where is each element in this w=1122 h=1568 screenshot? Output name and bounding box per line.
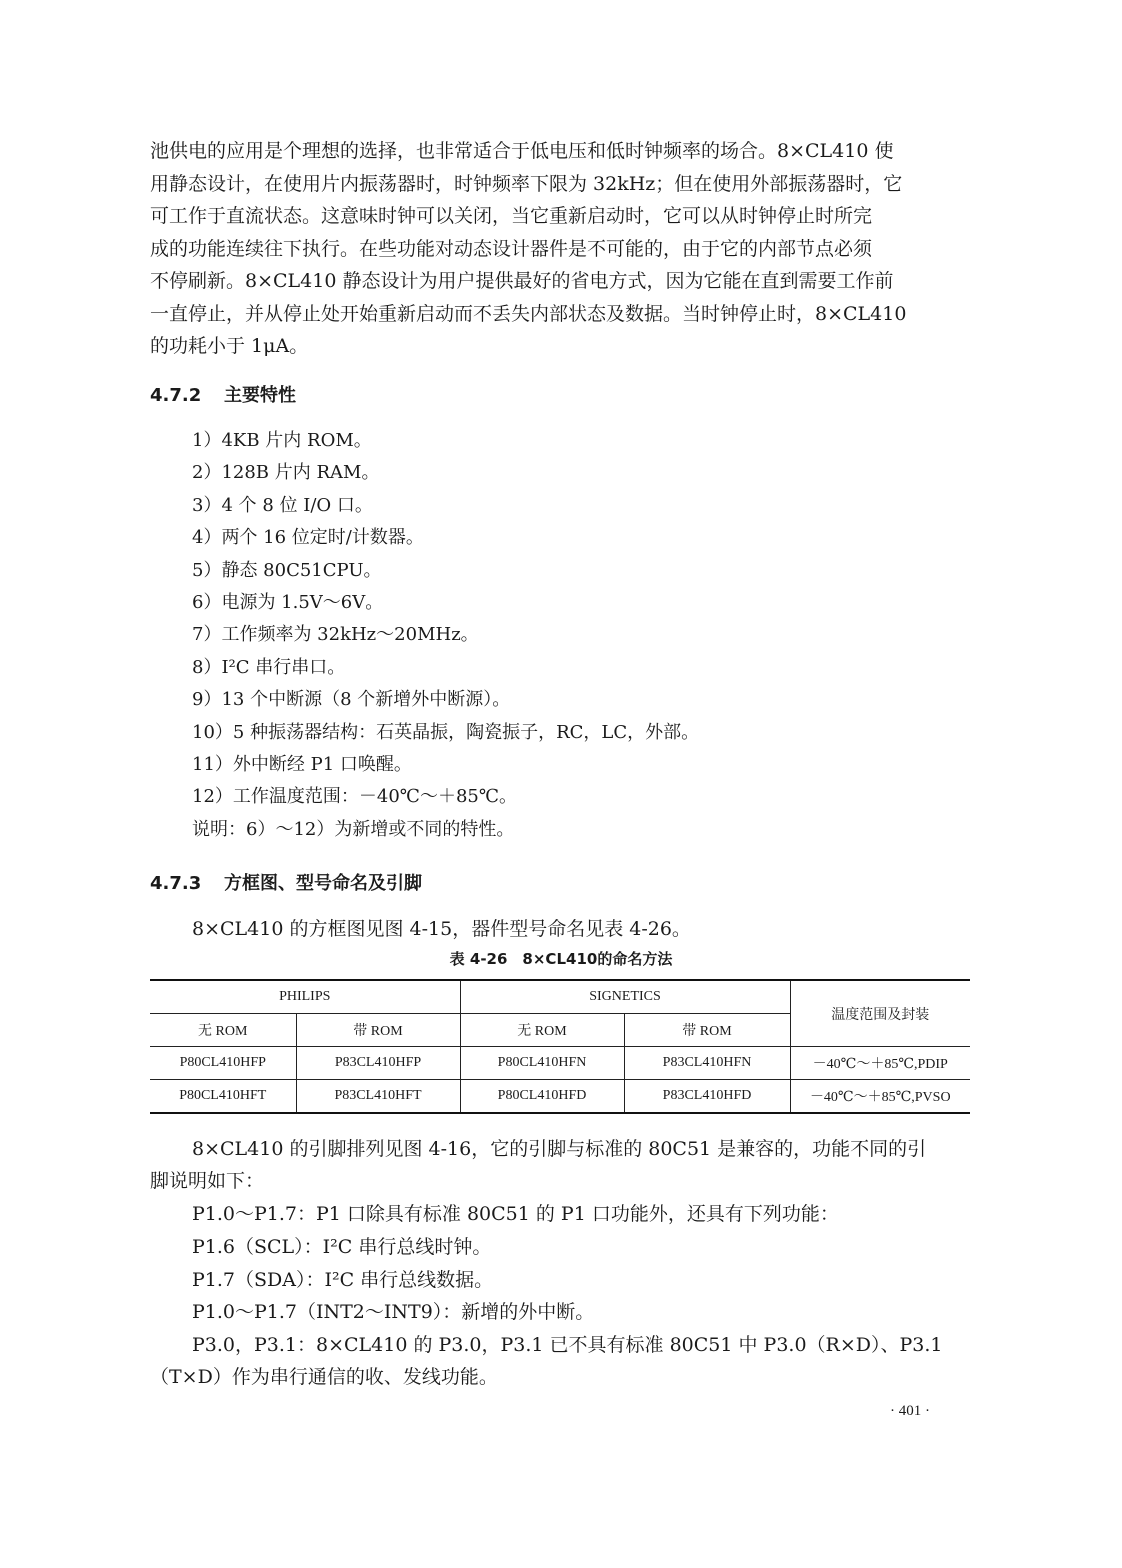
feature-item: 6）电源为 1.5V～6V。 <box>192 591 384 613</box>
feature-item: 11）外中断经 P1 口唤醒。 <box>192 753 412 775</box>
pin-description-line: P1.0～P1.7：P1 口除具有标准 80C51 的 P1 口功能外，还具有下列功能： <box>192 1203 839 1225</box>
section-number: 4.7.2 <box>150 385 202 406</box>
sub-header: 无 ROM <box>460 1014 624 1047</box>
feature-item: 5）静态 80C51CPU。 <box>192 559 382 581</box>
intro-line: 的功耗小于 1μA。 <box>150 335 309 357</box>
feature-item: 1）4KB 片内 ROM。 <box>192 430 372 451</box>
table-caption: 表 4-26 8×CL410的命名方法 <box>449 950 673 968</box>
section-heading-4-7-2 <box>150 381 296 407</box>
sub-header: 无 ROM <box>150 1014 296 1047</box>
figure-reference-line: 8×CL410 的方框图见图 4-15，器件型号命名见表 4-26。 <box>192 918 691 940</box>
pin-description-line: P1.0～P1.7（INT2～INT9）：新增的外中断。 <box>192 1301 595 1323</box>
table-cell: P80CL410HFN <box>460 1047 624 1080</box>
table-row <box>150 1080 970 1114</box>
temperature-package-header: 温度范围及封装 <box>790 980 970 1047</box>
intro-line: 池供电的应用是个理想的选择，也非常适合于低电压和低时钟频率的场合。8×CL410 使 <box>150 140 894 162</box>
pin-description-line: 脚说明如下： <box>150 1170 265 1192</box>
table-cell: P80CL410HFT <box>150 1080 296 1114</box>
table-cell: P83CL410HFT <box>296 1080 460 1114</box>
pin-description-line: 8×CL410 的引脚排列见图 4-16，它的引脚与标准的 80C51 是兼容的，功能不同的引 <box>192 1138 927 1160</box>
feature-item: 8）I²C 串行串口。 <box>192 656 346 678</box>
table-cell: P80CL410HFP <box>150 1047 296 1080</box>
table-row <box>150 1047 970 1080</box>
group-header-signetics: SIGNETICS <box>460 980 790 1014</box>
section-title: 主要特性 <box>224 385 296 406</box>
group-header-philips: PHILIPS <box>150 980 460 1014</box>
feature-item: 9）13 个中断源（8 个新增外中断源）。 <box>192 689 511 711</box>
intro-line: 一直停止，并从停止处开始重新启动而不丢失内部状态及数据。当时钟停止时，8×CL410 <box>150 302 907 325</box>
section-title: 方框图、型号命名及引脚 <box>224 873 422 894</box>
table-group-header-row <box>150 980 970 1014</box>
section-heading-4-7-3 <box>150 869 422 895</box>
pin-description-line: （T×D）作为串行通信的收、发线功能。 <box>150 1366 498 1388</box>
intro-line: 成的功能连续往下执行。在些功能对动态设计器件是不可能的，由于它的内部节点必须 <box>150 237 873 260</box>
feature-item: 10）5 种振荡器结构：石英晶振，陶瓷振子，RC，LC，外部。 <box>192 721 700 743</box>
feature-note: 说明：6）～12）为新增或不同的特性。 <box>192 818 515 840</box>
pin-description-line: P1.6（SCL）：I²C 串行总线时钟。 <box>192 1236 492 1258</box>
feature-item: 7）工作频率为 32kHz～20MHz。 <box>192 624 479 646</box>
pin-description-line: P3.0，P3.1：8×CL410 的 P3.0，P3.1 已不具有标准 80C51 中 P3.0（R×D）、P3.1 <box>192 1334 943 1356</box>
section-number: 4.7.3 <box>150 873 202 894</box>
table-cell: －40℃～＋85℃,PDIP <box>790 1047 970 1080</box>
feature-item: 12）工作温度范围：－40℃～＋85℃。 <box>192 786 517 808</box>
table-cell: P83CL410HFN <box>624 1047 790 1080</box>
table-cell: P83CL410HFP <box>296 1047 460 1080</box>
pin-description-line: P1.7（SDA）：I²C 串行总线数据。 <box>192 1269 494 1291</box>
intro-paragraph <box>150 135 972 363</box>
table-cell: －40℃～＋85℃,PVSO <box>790 1080 970 1114</box>
feature-item: 2）128B 片内 RAM。 <box>192 462 380 484</box>
sub-header: 带 ROM <box>296 1014 460 1047</box>
intro-line: 用静态设计，在使用片内振荡器时，时钟频率下限为 32kHz；但在使用外部振荡器时，它 <box>150 172 903 195</box>
feature-item: 4）两个 16 位定时/计数器。 <box>192 527 424 549</box>
table-cell: P83CL410HFD <box>624 1080 790 1114</box>
sub-header: 带 ROM <box>624 1014 790 1047</box>
feature-list <box>192 425 699 846</box>
intro-line: 可工作于直流状态。这意味时钟可以关闭，当它重新启动时，它可以从时钟停止时所完 <box>150 205 873 227</box>
page-number: · 401 · <box>890 1403 930 1419</box>
intro-line: 不停刷新。8×CL410 静态设计为用户提供最好的省电方式，因为它能在直到需要工作前 <box>150 270 894 292</box>
feature-item: 3）4 个 8 位 I/O 口。 <box>192 494 373 516</box>
naming-table <box>150 979 970 1114</box>
table-cell: P80CL410HFD <box>460 1080 624 1114</box>
